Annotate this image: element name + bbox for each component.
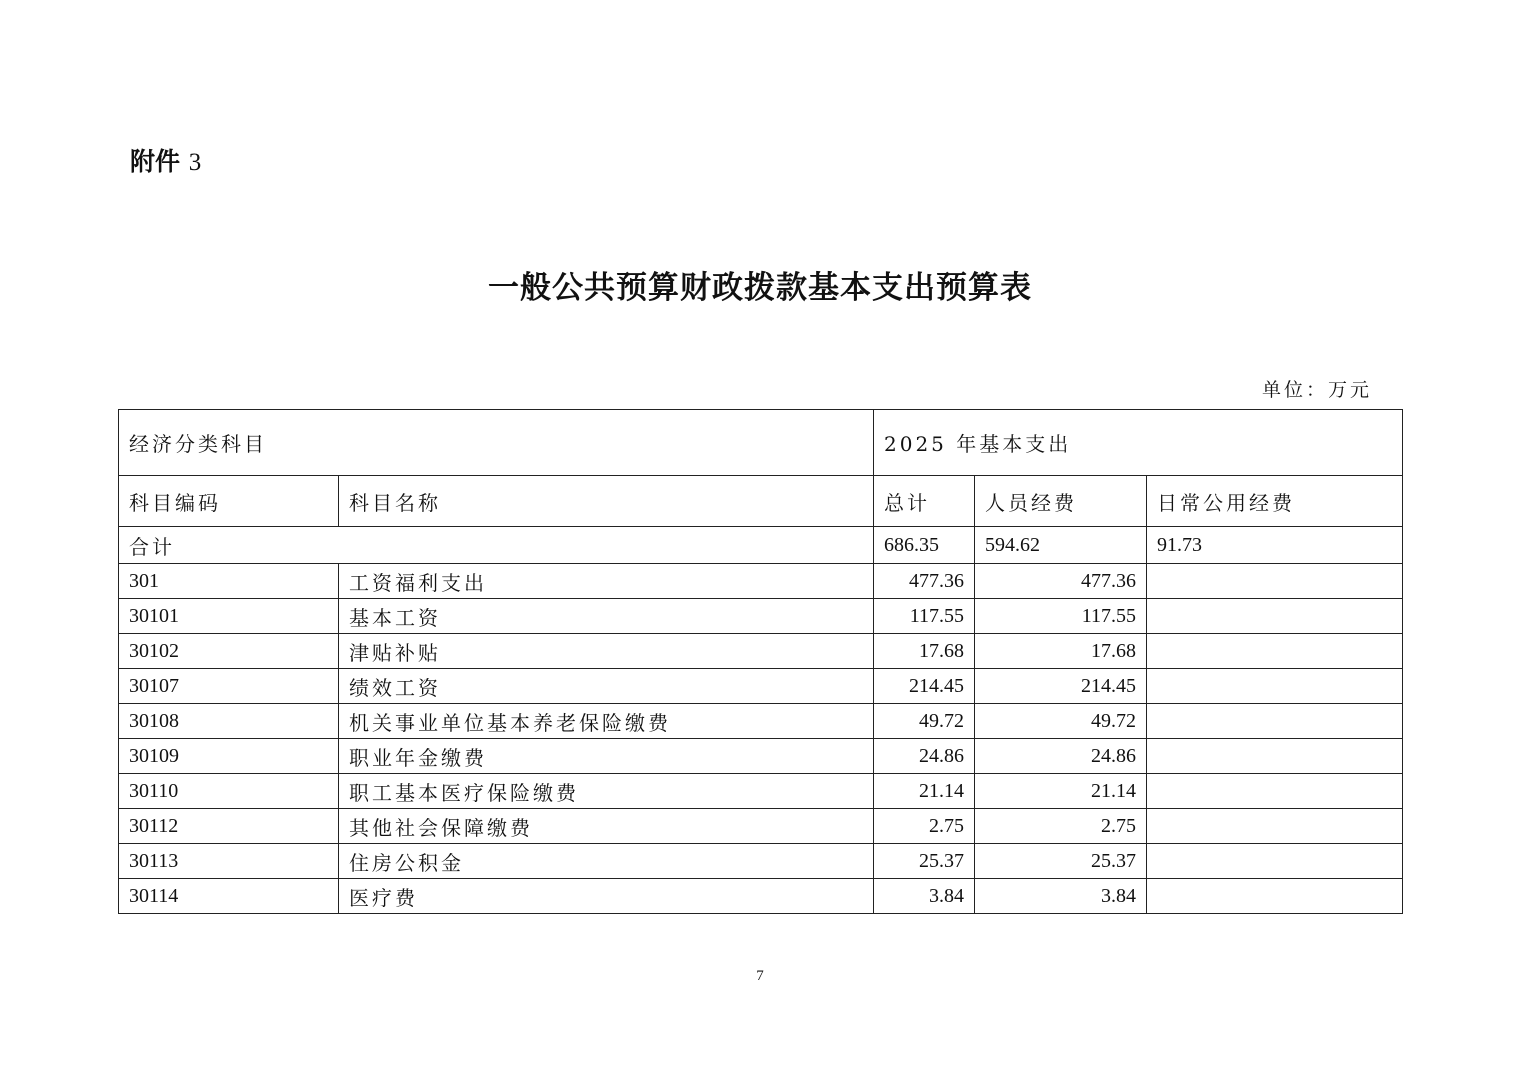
row-total: 477.36 [874, 564, 975, 599]
row-name: 绩效工资 [339, 669, 874, 704]
row-name: 工资福利支出 [339, 564, 874, 599]
row-total: 25.37 [874, 844, 975, 879]
page-number: 7 [756, 968, 764, 984]
row-code: 301 [119, 564, 339, 599]
row-code: 30114 [119, 879, 339, 914]
table-row [119, 809, 1403, 844]
row-public [1147, 809, 1403, 844]
row-total: 3.84 [874, 879, 975, 914]
row-total: 21.14 [874, 774, 975, 809]
summary-row [119, 527, 1403, 564]
row-code: 30113 [119, 844, 339, 879]
row-personnel: 49.72 [975, 704, 1147, 739]
row-public [1147, 844, 1403, 879]
table-row [119, 704, 1403, 739]
row-code: 30101 [119, 599, 339, 634]
row-personnel: 25.37 [975, 844, 1147, 879]
summary-total: 686.35 [874, 527, 975, 564]
header-subject-name: 科目名称 [339, 476, 874, 527]
row-name: 职业年金缴费 [339, 739, 874, 774]
table-row [119, 669, 1403, 704]
attachment-label [130, 146, 201, 179]
row-personnel: 214.45 [975, 669, 1147, 704]
row-code: 30108 [119, 704, 339, 739]
row-public [1147, 739, 1403, 774]
row-personnel: 117.55 [975, 599, 1147, 634]
row-code: 30109 [119, 739, 339, 774]
header-total: 总计 [874, 476, 975, 527]
row-personnel: 24.86 [975, 739, 1147, 774]
table-row [119, 739, 1403, 774]
row-public [1147, 879, 1403, 914]
table-row [119, 879, 1403, 914]
table-row [119, 774, 1403, 809]
table-row [119, 599, 1403, 634]
summary-label: 合计 [119, 527, 874, 564]
row-personnel: 17.68 [975, 634, 1147, 669]
header-personnel-expenses: 人员经费 [975, 476, 1147, 527]
row-code: 30112 [119, 809, 339, 844]
row-personnel: 3.84 [975, 879, 1147, 914]
row-name: 住房公积金 [339, 844, 874, 879]
header-subject-code: 科目编码 [119, 476, 339, 527]
budget-table [118, 409, 1403, 914]
row-public [1147, 774, 1403, 809]
row-total: 49.72 [874, 704, 975, 739]
row-name: 职工基本医疗保险缴费 [339, 774, 874, 809]
summary-public: 91.73 [1147, 527, 1403, 564]
row-total: 24.86 [874, 739, 975, 774]
header-public-expenses: 日常公用经费 [1147, 476, 1403, 527]
header-economic-classification: 经济分类科目 [119, 410, 874, 476]
row-code: 30110 [119, 774, 339, 809]
row-public [1147, 564, 1403, 599]
row-personnel: 477.36 [975, 564, 1147, 599]
row-name: 津贴补贴 [339, 634, 874, 669]
row-total: 2.75 [874, 809, 975, 844]
row-name: 基本工资 [339, 599, 874, 634]
row-code: 30107 [119, 669, 339, 704]
summary-personnel: 594.62 [975, 527, 1147, 564]
row-name: 医疗费 [339, 879, 874, 914]
row-public [1147, 634, 1403, 669]
row-public [1147, 599, 1403, 634]
row-total: 214.45 [874, 669, 975, 704]
header-column-row [119, 476, 1403, 527]
unit-label: 单位：万元 [1261, 379, 1372, 401]
row-total: 17.68 [874, 634, 975, 669]
page-title: 一般公共预算财政拨款基本支出预算表 [488, 270, 1032, 306]
table-row [119, 844, 1403, 879]
attachment-label-text: 附件 [130, 147, 181, 176]
row-name: 其他社会保障缴费 [339, 809, 874, 844]
table-row [119, 564, 1403, 599]
table-row [119, 634, 1403, 669]
row-total: 117.55 [874, 599, 975, 634]
attachment-number: 3 [188, 149, 202, 176]
row-public [1147, 704, 1403, 739]
header-basic-expenditure: 2025 年基本支出 [874, 410, 1403, 476]
row-public [1147, 669, 1403, 704]
header-group-row [119, 410, 1403, 476]
row-personnel: 21.14 [975, 774, 1147, 809]
row-name: 机关事业单位基本养老保险缴费 [339, 704, 874, 739]
row-personnel: 2.75 [975, 809, 1147, 844]
row-code: 30102 [119, 634, 339, 669]
